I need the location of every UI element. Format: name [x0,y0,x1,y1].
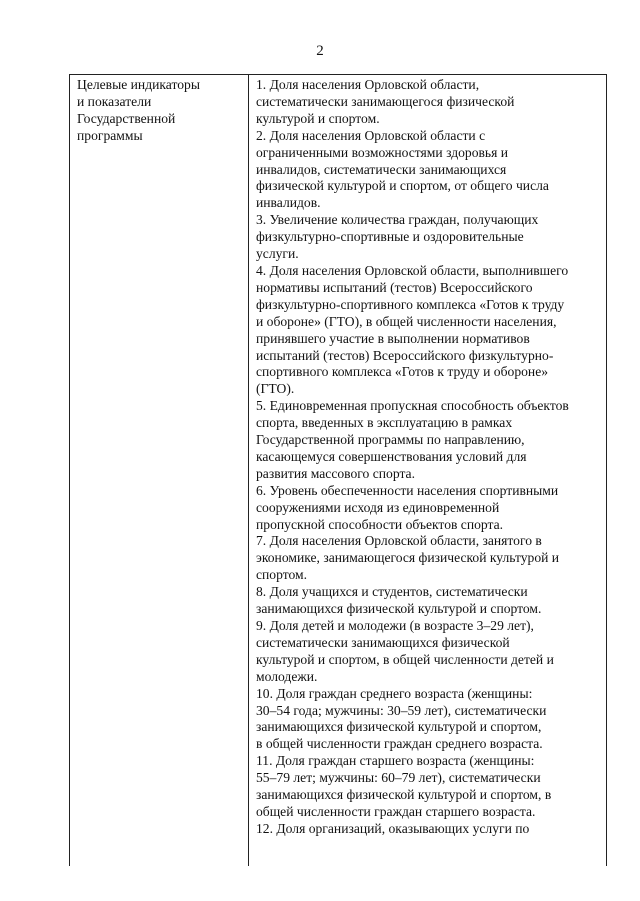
indicator-line: молодежи. [256,668,318,684]
indicator-item [256,686,606,754]
section-label-line: Целевые индикаторы [77,77,200,92]
section-label-line: программы [77,127,143,143]
indicator-line: экономике, занимающегося физической культурой и [256,550,560,566]
indicator-line: 1. Доля населения Орловской области, [256,77,480,92]
indicator-item [256,584,606,618]
section-label [70,75,248,145]
indicator-line: инвалидов. [256,195,321,211]
indicator-line: касающемуся совершенствования условий для [256,448,527,464]
indicator-item [256,77,606,128]
indicator-line: систематически занимающегося физической [256,93,515,109]
indicator-line: услуги. [256,246,299,262]
indicator-line: развития массового спорта. [256,465,415,481]
indicator-line: культурой и спортом. [256,110,380,126]
indicator-line: 3. Увеличение количества граждан, получающих [256,212,539,228]
indicator-line: 9. Доля детей и молодежи (в возрасте 3–29 лет), [256,618,534,633]
indicator-item [256,533,606,584]
indicator-line: нормативы испытаний (тестов) Всероссийского [256,279,533,295]
indicator-line: испытаний (тестов) Всероссийского физкультурно- [256,347,554,363]
indicator-line: физкультурно-спортивные и оздоровительные [256,229,524,245]
section-label-line: Государственной [77,110,176,126]
indicator-item [256,753,606,821]
indicator-line: пропускной способности объектов спорта. [256,516,504,532]
indicator-line: физической культурой и спортом, от общего числа [256,178,549,194]
indicator-item [256,212,606,263]
indicator-line: 4. Доля населения Орловской области, выполнившего [256,262,569,278]
indicator-line: спортом. [256,567,308,583]
indicator-line: 55–79 лет; мужчины: 60–79 лет), систематически [256,770,541,786]
indicator-item [256,398,606,483]
table-row [70,75,607,867]
section-label-line: и показатели [77,93,152,109]
program-passport-table [69,74,607,866]
indicator-line: 6. Уровень обеспеченности населения спортивными [256,482,559,498]
indicator-item [256,128,606,213]
indicator-line: 5. Единовременная пропускная способность объектов [256,398,569,414]
section-label-cell [70,75,249,867]
indicator-line: ограниченными возможностями здоровья и [256,144,509,160]
indicator-line: инвалидов, систематически занимающихся [256,161,507,177]
indicator-line: 10. Доля граждан среднего возраста (женщины: [256,685,533,701]
indicators-cell [249,75,607,867]
page-number: 2 [316,43,324,59]
indicator-item [256,821,606,838]
indicator-line: общей численности граждан старшего возраста. [256,803,536,819]
indicator-line: культурой и спортом, в общей численности детей и [256,651,554,667]
indicator-line: 12. Доля организаций, оказывающих услуги по [256,820,530,836]
indicator-item [256,263,606,398]
indicator-line: спортивного комплекса «Готов к труду и обороне» [256,364,549,380]
indicator-line: занимающихся физической культурой и спортом, в [256,787,552,803]
indicator-line: занимающихся физической культурой и спортом, [256,719,542,735]
indicator-line: систематически занимающихся физической [256,634,510,650]
indicator-line: и обороне» (ГТО), в общей численности населения, [256,313,557,329]
indicator-line: 30–54 года; мужчины: 30–59 лет), систематически [256,702,547,718]
indicator-line: занимающихся физической культурой и спортом. [256,601,542,617]
indicator-line: 7. Доля населения Орловской области, занятого в [256,533,542,549]
indicator-line: в общей численности граждан среднего возраста. [256,736,543,752]
indicator-line: 11. Доля граждан старшего возраста (женщины: [256,753,535,769]
indicator-line: 2. Доля населения Орловской области с [256,127,486,143]
indicator-line: Государственной программы по направлению, [256,432,525,448]
indicator-item [256,483,606,534]
indicator-list [249,75,606,838]
indicator-line: (ГТО). [256,381,295,397]
indicator-line: сооружениями исходя из единовременной [256,499,500,515]
indicator-line: спорта, введенных в эксплуатацию в рамках [256,415,513,431]
indicator-line: принявшего участие в выполнении нормативов [256,330,530,346]
indicator-line: физкультурно-спортивного комплекса «Готов к труду [256,296,565,312]
indicator-line: 8. Доля учащихся и студентов, систематически [256,584,528,600]
indicator-item [256,618,606,686]
